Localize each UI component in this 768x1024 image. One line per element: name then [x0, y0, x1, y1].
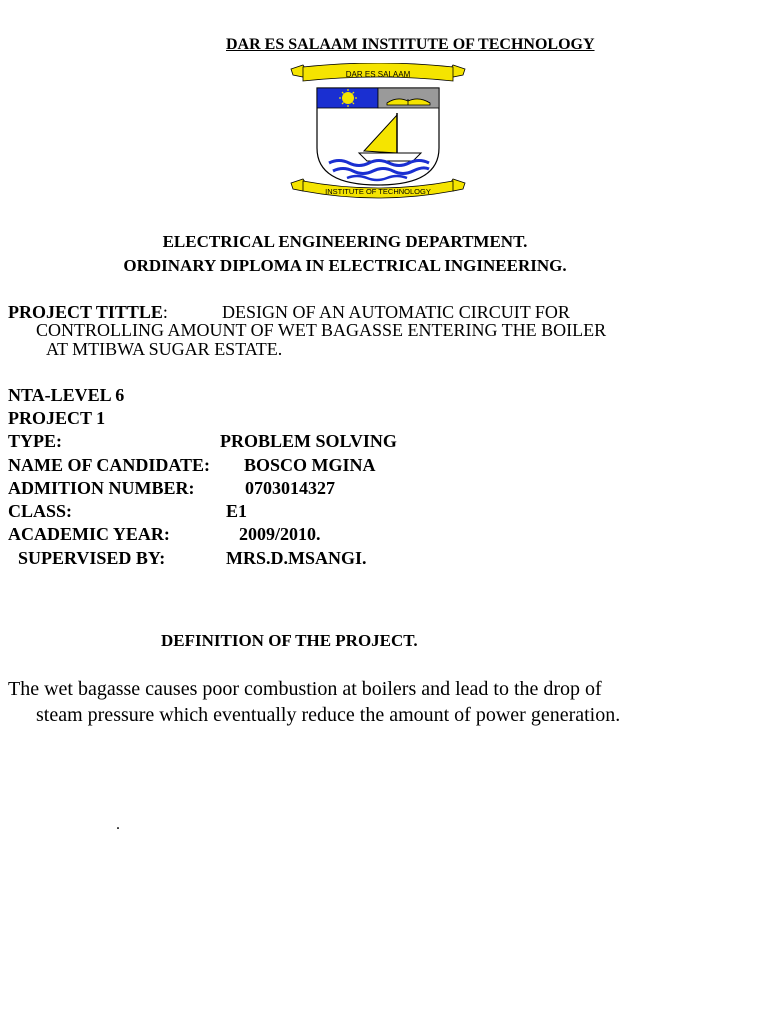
project-title-colon: :: [162, 302, 168, 322]
project-title-label: PROJECT TITTLE: [8, 302, 163, 322]
admission-number-value: 0703014327: [245, 478, 335, 498]
nta-level: NTA-LEVEL 6: [8, 385, 125, 405]
project-title-line-2: CONTROLLING AMOUNT OF WET BAGASSE ENTERING THE BOILER: [36, 320, 607, 340]
project-title-line-1: DESIGN OF AN AUTOMATIC CIRCUIT FOR: [222, 302, 570, 322]
candidate-name-label: NAME OF CANDIDATE:: [8, 455, 210, 475]
diploma-line: ORDINARY DIPLOMA IN ELECTRICAL INGINEERING.: [123, 256, 567, 275]
admission-number-label: ADMITION NUMBER:: [8, 478, 195, 498]
institute-crest-logo: [289, 63, 467, 203]
institute-name: DAR ES SALAAM INSTITUTE OF TECHNOLOGY: [226, 36, 595, 53]
academic-year-label: ACADEMIC YEAR:: [8, 524, 170, 544]
class-value: E1: [226, 501, 248, 521]
class-label: CLASS:: [8, 501, 73, 521]
logo-top-ribbon-text: DAR ES SALAAM: [345, 70, 411, 79]
supervisor-value: MRS.D.MSANGI.: [226, 548, 367, 568]
trailing-dot: .: [116, 816, 120, 833]
supervisor-label: SUPERVISED BY:: [18, 548, 166, 568]
definition-line-1: The wet bagasse causes poor combustion at boilers and lead to the drop of: [8, 678, 602, 700]
logo-bottom-ribbon-text: INSTITUTE OF TECHNOLOGY: [325, 187, 431, 196]
department-line: ELECTRICAL ENGINEERING DEPARTMENT.: [162, 232, 528, 251]
candidate-name-value: BOSCO MGINA: [244, 455, 376, 475]
project-title-line-3: AT MTIBWA SUGAR ESTATE.: [46, 339, 283, 359]
type-label: TYPE:: [8, 431, 62, 451]
definition-heading: DEFINITION OF THE PROJECT.: [161, 631, 418, 650]
academic-year-value: 2009/2010.: [239, 524, 321, 544]
definition-line-2: steam pressure which eventually reduce the amount of power generation.: [36, 704, 621, 726]
type-value: PROBLEM SOLVING: [220, 431, 397, 451]
project-number: PROJECT 1: [8, 408, 106, 428]
